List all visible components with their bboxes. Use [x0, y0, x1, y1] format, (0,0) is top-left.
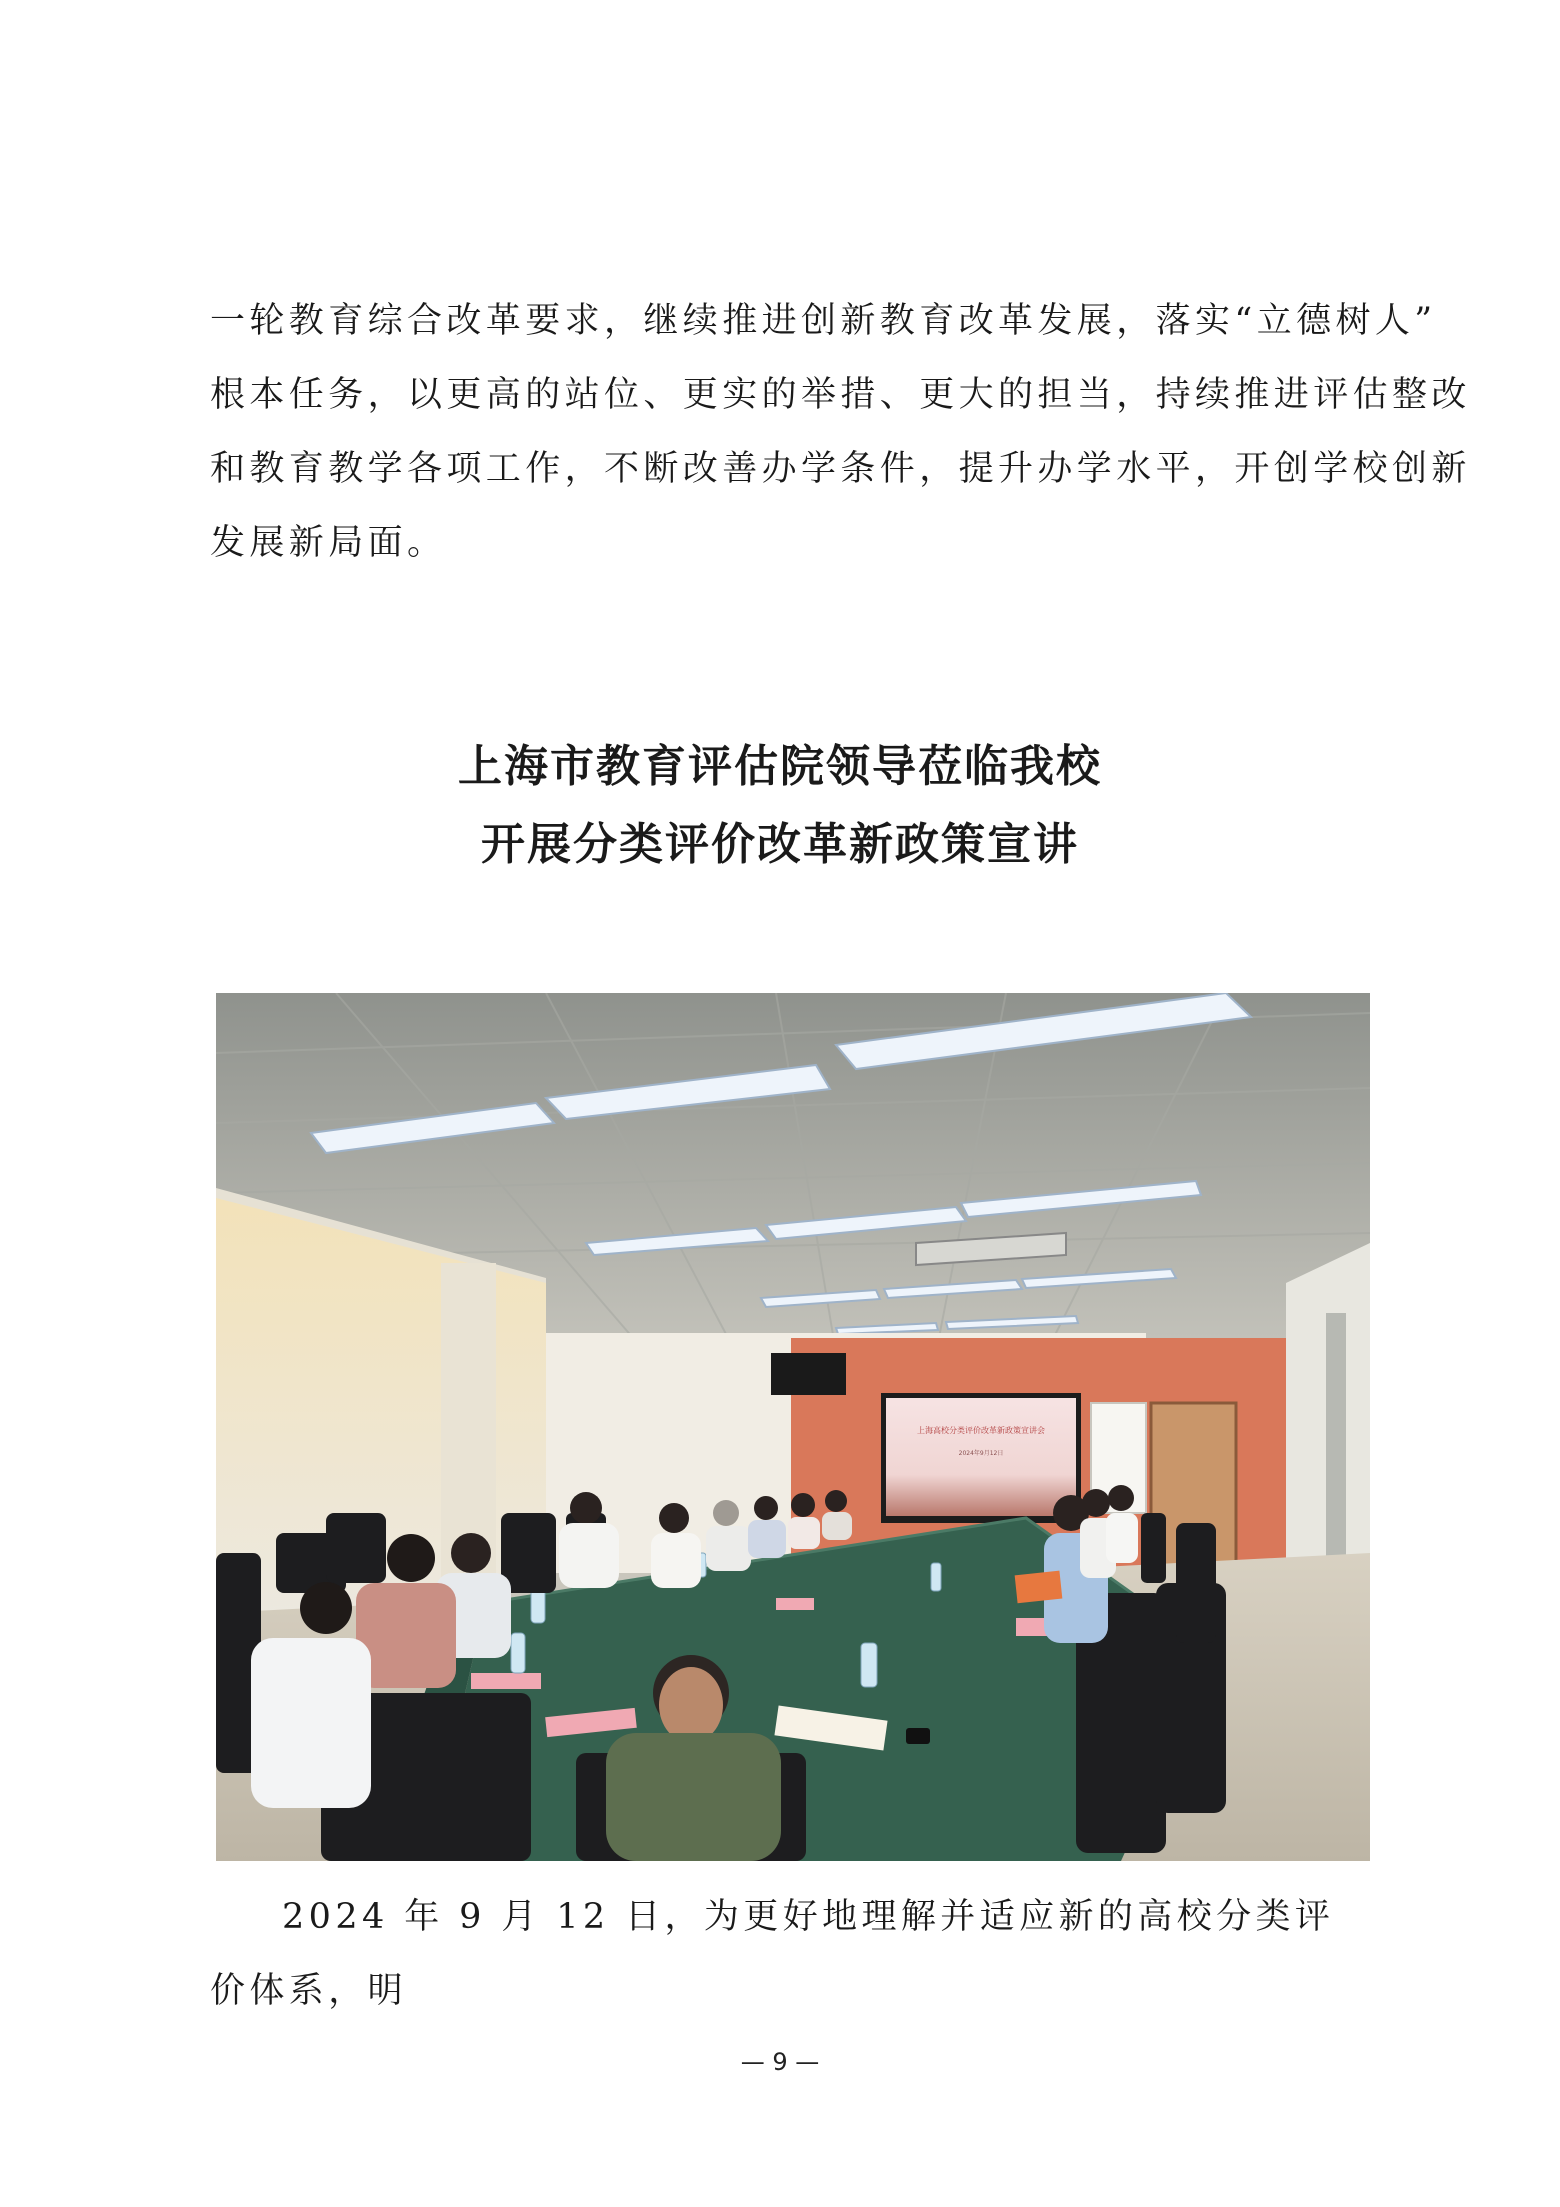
intro-line: 一轮教育综合改革要求，继续推进创新教育改革发展，落实“立德树人” — [210, 301, 1437, 341]
page-number: — 9 — — [740, 2048, 820, 2076]
meeting-photo — [216, 993, 1370, 1861]
screen-title: 上海高校分类评价改革新政策宣讲会 — [917, 1426, 1045, 1435]
article-caption: 2024 年 9 月 12 日，为更好地理解并适应新的高校分类评价体系，明 — [210, 1897, 1335, 2011]
intro-line: 发展新局面。 — [210, 523, 447, 563]
title-line-1: 上海市教育评估院领导莅临我校 — [458, 741, 1102, 792]
intro-line: 根本任务，以更高的站位、更实的举措、更大的担当，持续推进评估整改 — [210, 375, 1471, 415]
screen-date: 2024年9月12日 — [958, 1450, 1004, 1457]
intro-paragraph — [210, 284, 1471, 580]
article-title — [0, 728, 1560, 884]
title-line-2: 开展分类评价改革新政策宣讲 — [481, 819, 1079, 870]
intro-line: 和教育教学各项工作，不断改善办学条件，提升办学水平，开创学校创新 — [210, 449, 1471, 489]
